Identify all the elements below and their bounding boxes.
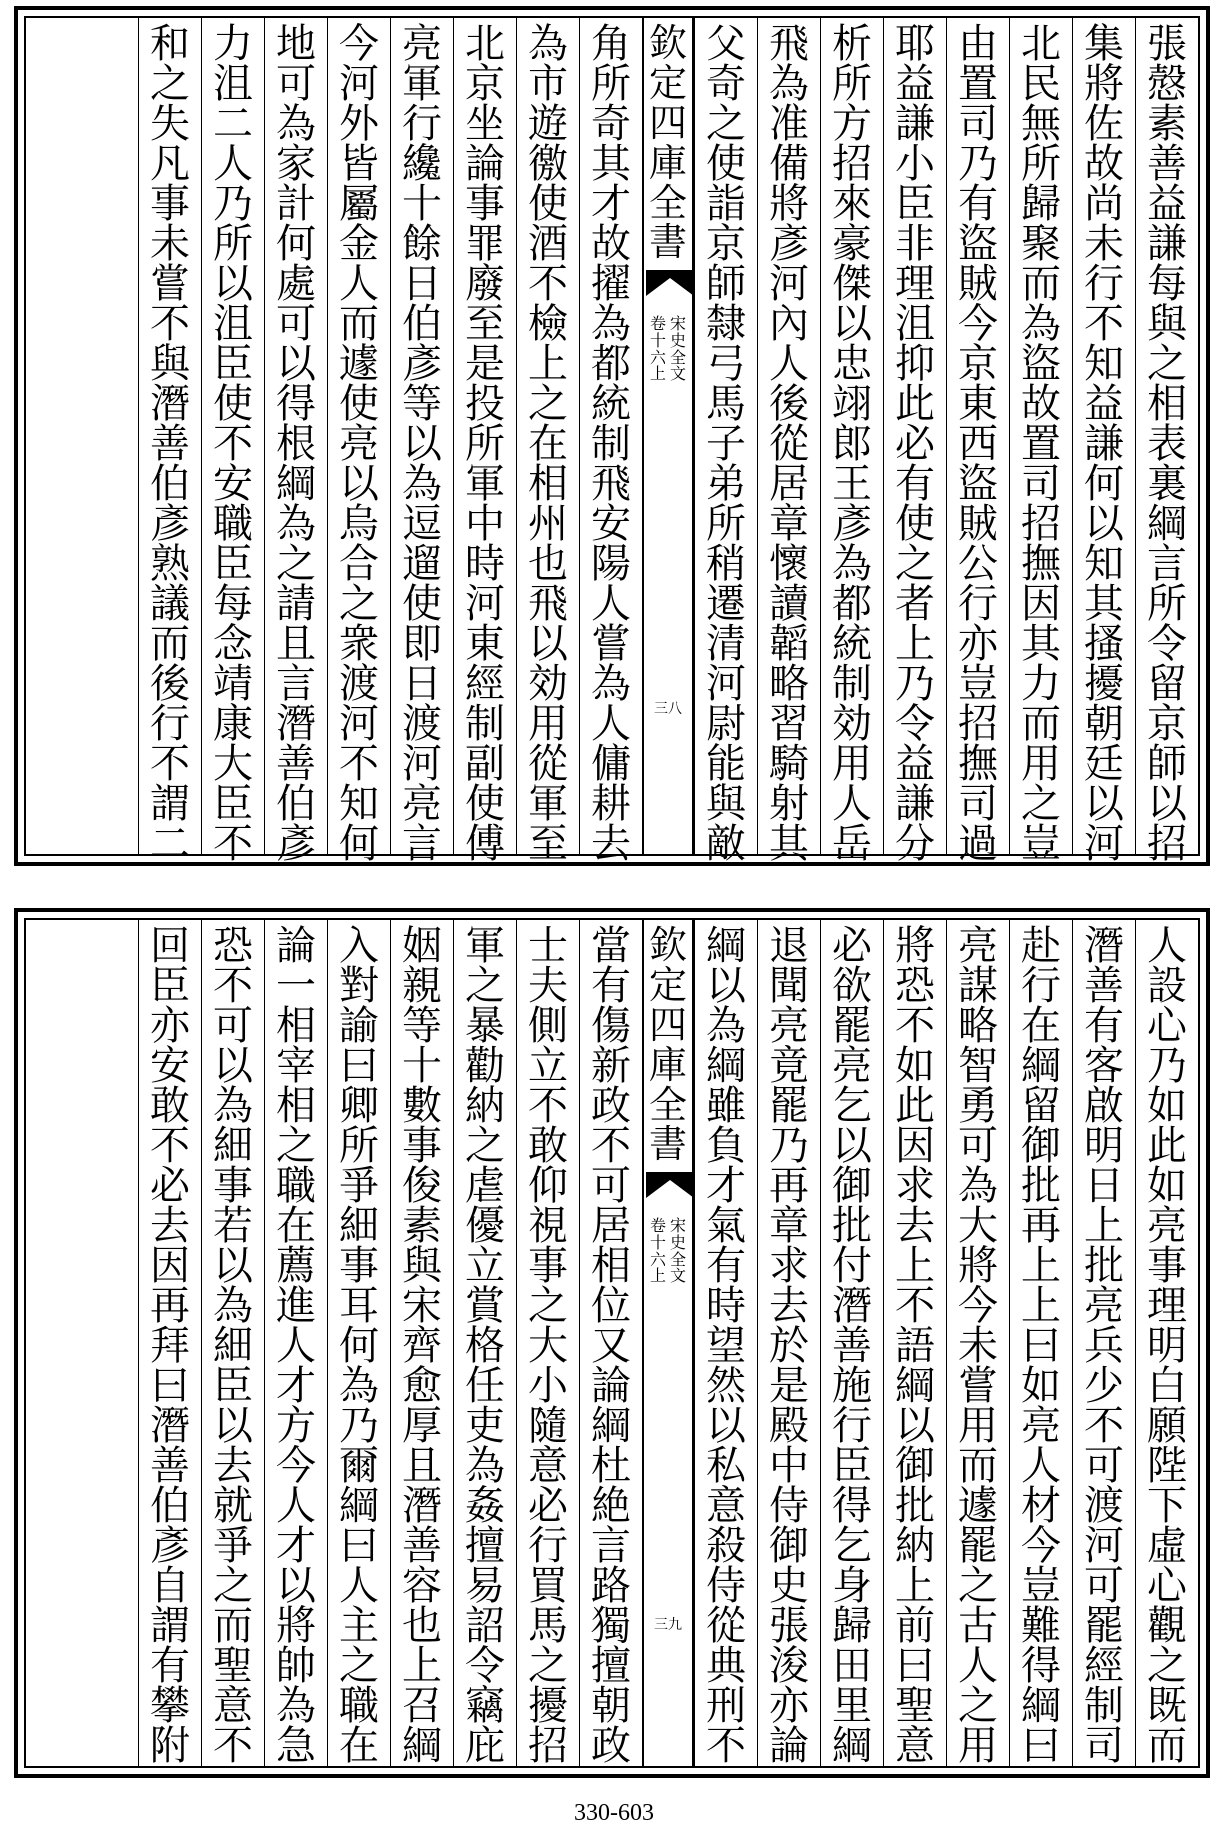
center-margin-column: [642, 18, 694, 854]
column-text: 耶 益 謙 小 臣 非 理 沮 抑 此 必 有 使 之 者 上 乃 令 益 謙 分: [895, 21, 935, 867]
top-columns: [26, 18, 1198, 867]
right-text-column: [1009, 18, 1072, 867]
center-margin-column: [642, 920, 694, 1766]
column-text: 北 民 無 所 歸 聚 而 為 盜 故 置 司 招 撫 因 其 力 而 用 之 豈: [1021, 21, 1061, 867]
column-text: 亮 謀 略 智 勇 可 為 大 將 今 未 嘗 用 而 遽 罷 之 古 人 之 用: [958, 923, 998, 1769]
left-text-column: [327, 18, 390, 867]
right-text-column: [694, 18, 757, 867]
column-text: 綱 以 為 綱 雖 負 才 氣 有 時 望 然 以 私 意 殺 侍 從 典 刑 不: [706, 923, 746, 1769]
left-text-column: [579, 18, 642, 867]
right-text-column: [757, 920, 820, 1769]
left-text-column: [264, 18, 327, 867]
left-text-column: [201, 920, 264, 1769]
column-text: 角 所 奇 其 才 故 擢 為 都 統 制 飛 安 陽 人 嘗 為 人 傭 耕 去: [591, 21, 631, 867]
right-text-column: [883, 920, 946, 1769]
column-text: 今 河 外 皆 屬 金 人 而 遽 使 亮 以 烏 合 之 衆 渡 河 不 知 何: [339, 21, 379, 867]
left-text-column: [516, 18, 579, 867]
source-and-volume: [644, 316, 692, 383]
left-text-column: [390, 18, 453, 867]
column-text: 回 臣 亦 安 敢 不 必 去 因 再 拜 曰 潛 善 伯 彥 自 謂 有 攀 附: [150, 923, 190, 1769]
column-text: 恐 不 可 以 為 細 事 若 以 為 細 臣 以 去 就 爭 之 而 聖 意 不: [213, 923, 253, 1769]
right-text-column: [1135, 920, 1198, 1769]
volume-label: 卷 十 六 上: [649, 314, 666, 384]
left-text-column: [453, 18, 516, 867]
source-label: 宋 史 全 文: [670, 314, 687, 384]
bottom-text-frame: [24, 918, 1200, 1768]
leaf-page-number: 三九: [654, 1617, 682, 1633]
leaf-page-number: 三八: [654, 701, 682, 717]
column-text: 將 恐 不 如 此 因 求 去 上 不 語 綱 以 御 批 納 上 前 曰 聖 意: [895, 923, 935, 1769]
right-text-column: [757, 18, 820, 867]
bottom-columns: [26, 920, 1198, 1769]
collection-title: 欽 定 四 庫 全 書: [648, 21, 687, 265]
left-text-column: [201, 18, 264, 867]
column-text: 力 沮 二 人 乃 所 以 沮 臣 使 不 安 職 臣 每 念 靖 康 大 臣 不: [213, 21, 253, 867]
column-text: 軍 之 暴 勸 納 之 虐 優 立 賞 格 任 吏 為 姦 擅 易 詔 令 竊 庇: [465, 923, 505, 1769]
left-text-column: [138, 18, 201, 867]
left-text-column: [390, 920, 453, 1769]
column-text: 父 奇 之 使 詣 京 師 隸 弓 馬 子 弟 所 稍 遷 清 河 尉 能 與 敵: [706, 21, 746, 867]
column-text: 為 市 遊 徼 使 酒 不 檢 上 之 在 相 州 也 飛 以 効 用 從 軍 至: [528, 21, 568, 867]
right-text-column: [1072, 18, 1135, 867]
column-text: 論 一 相 宰 相 之 職 在 薦 進 人 才 方 今 人 才 以 將 帥 為 急: [276, 923, 316, 1769]
top-page-panel: [14, 6, 1210, 866]
left-text-column: [453, 920, 516, 1769]
right-text-column: [1009, 920, 1072, 1769]
column-text: 當 有 傷 新 政 不 可 居 相 位 又 論 綱 杜 絶 言 路 獨 擅 朝 政: [591, 923, 631, 1769]
column-text: 張 慤 素 善 益 謙 每 與 之 相 表 裏 綱 言 所 令 留 京 師 以 招: [1147, 21, 1187, 867]
right-text-column: [946, 920, 1009, 1769]
column-text: 人 設 心 乃 如 此 如 亮 事 理 明 白 願 陛 下 虛 心 觀 之 既 而: [1147, 923, 1187, 1769]
column-text: 潛 善 有 客 啟 明 日 上 批 亮 兵 少 不 可 渡 河 可 罷 經 制 司: [1084, 923, 1124, 1769]
right-text-column: [1135, 18, 1198, 867]
column-text: 飛 為 准 備 將 彥 河 內 人 後 從 居 章 懷 讀 韜 略 習 騎 射 其: [769, 21, 809, 867]
fishtail-mark-icon: [646, 270, 694, 296]
right-text-column: [820, 920, 883, 1769]
left-text-column: [264, 920, 327, 1769]
fishtail-mark-icon: [646, 1172, 694, 1198]
left-text-column: [516, 920, 579, 1769]
column-text: 亮 軍 行 纔 十 餘 日 伯 彥 等 以 為 逗 遛 使 即 日 渡 河 亮 言: [402, 21, 442, 867]
right-text-column: [820, 18, 883, 867]
left-text-column: [327, 920, 390, 1769]
column-text: 入 對 諭 曰 卿 所 爭 細 事 耳 何 為 乃 爾 綱 曰 人 主 之 職 在: [339, 923, 379, 1769]
column-text: 必 欲 罷 亮 乞 以 御 批 付 潛 善 施 行 臣 得 乞 身 歸 田 里 綱: [832, 923, 872, 1769]
column-text: 北 京 坐 論 事 罪 廢 至 是 投 所 軍 中 時 河 東 經 制 副 使 傅: [465, 21, 505, 867]
top-text-frame: [24, 16, 1200, 867]
column-text: 退 聞 亮 竟 罷 乃 再 章 求 去 於 是 殿 中 侍 御 史 張 浚 亦 論: [769, 923, 809, 1769]
collection-title: 欽 定 四 庫 全 書: [648, 923, 687, 1167]
left-text-column: [138, 920, 201, 1769]
source-and-volume: [644, 1218, 692, 1285]
column-text: 析 所 方 招 來 豪 傑 以 忠 翊 郎 王 彥 為 都 統 制 効 用 人 岳: [832, 21, 872, 867]
column-text: 地 可 為 家 計 何 處 可 以 得 根 綱 為 之 請 且 言 潛 善 伯 彥: [276, 21, 316, 867]
right-text-column: [694, 920, 757, 1769]
column-text: 赴 行 在 綱 留 御 批 再 上 上 曰 如 亮 人 材 今 豈 難 得 綱 曰: [1021, 923, 1061, 1769]
source-label: 宋 史 全 文: [670, 1216, 687, 1286]
column-text: 由 置 司 乃 有 盜 賊 今 京 東 西 盜 賊 公 行 亦 豈 招 撫 司 過: [958, 21, 998, 867]
bottom-page-panel: [14, 908, 1210, 1778]
column-text: 和 之 失 凡 事 未 嘗 不 與 潛 善 伯 彥 熟 議 而 後 行 不 謂 二: [150, 21, 190, 867]
right-text-column: [1072, 920, 1135, 1769]
column-text: 姻 親 等 十 數 事 俊 素 與 宋 齊 愈 厚 且 潛 善 容 也 上 召 綱: [402, 923, 442, 1769]
page-footer-number: 330-603: [574, 1800, 654, 1826]
right-text-column: [946, 18, 1009, 867]
left-text-column: [579, 920, 642, 1769]
right-text-column: [883, 18, 946, 867]
column-text: 士 夫 側 立 不 敢 仰 視 事 之 大 小 隨 意 必 行 買 馬 之 擾 招: [528, 923, 568, 1769]
column-text: 集 將 佐 故 尚 未 行 不 知 益 謙 何 以 知 其 搔 擾 朝 廷 以 河: [1084, 21, 1124, 867]
volume-label: 卷 十 六 上: [649, 1216, 666, 1286]
